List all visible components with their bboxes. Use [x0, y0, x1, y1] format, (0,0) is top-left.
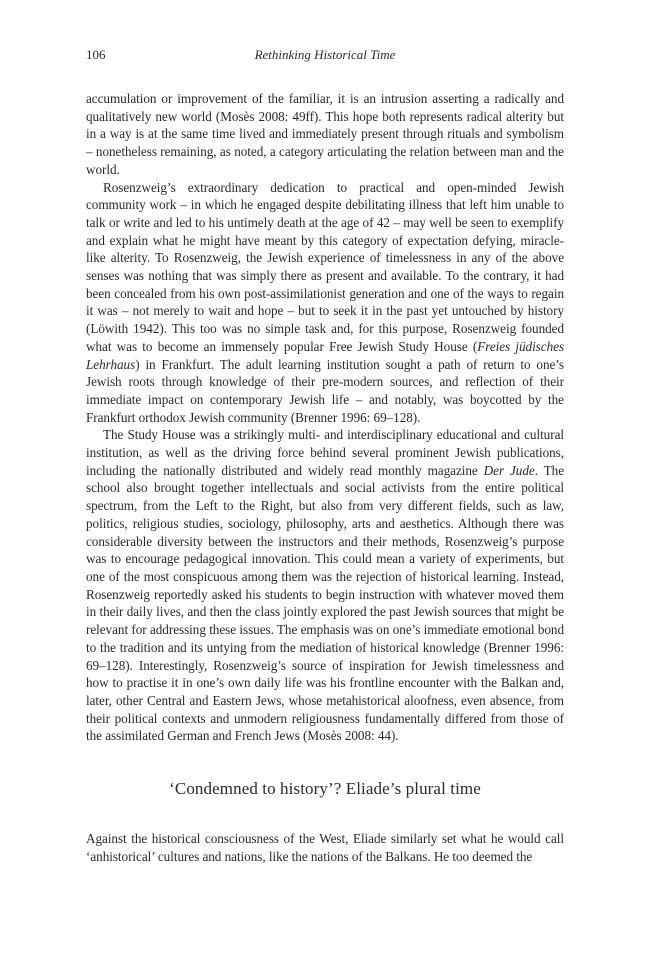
page-number: 106	[86, 47, 106, 62]
paragraph-2-italic-title: Freies jüdisches Lehrhaus	[86, 338, 564, 372]
paragraph-2-text-b: ) in Frankfurt. The adult learning institution sought a path of return to one’s Jewish roots through knowledge of their pre-modern sources, and reflection of their immediate impact on contemporary Jewish life – and notably, was boycotted by the Frankfurt orthodox Jewish community (Brenner 1996: 69–128).	[86, 356, 564, 425]
section-first-paragraph: Against the historical consciousness of the West, Eliade similarly set what he would call ‘anhistorical’ cultures and nations, like the nations of the Balkans. He too deemed the	[86, 831, 564, 864]
paragraph-1: accumulation or improvement of the familiar, it is an intrusion asserting a radically and qualitatively new world (Mosès 2008: 49ff). This hope both represents radical alterity but in a way is at the same time lived and immediately present through rituals and symbolism – nonetheless remaining, as noted, a category articulating the relation between man and the world.	[86, 91, 564, 177]
page-body	[86, 90, 564, 865]
section-heading: ‘Condemned to history’? Eliade’s plural time	[169, 779, 481, 799]
page-header	[86, 47, 564, 65]
paragraph-3-text-a: The Study House was a strikingly multi- and interdisciplinary educational and cultural institution, as well as the driving force behind several prominent Jewish publications, including the nationally distributed and widely read monthly magazine	[86, 427, 564, 478]
paragraph-3-text-b: . The school also brought together intellectuals and social activists from the entire political spectrum, from the Left to the Right, but also from very different fields, such as law, politics, religious studies, sociology, philosophy, arts and aesthetics. Although there was considerable diversity between the instructors and their methods, Rosenzweig’s purpose was to encourage pedagogical innovation. This could mean a variety of experiments, but one of the most conspicuous among them was the rejection of historical learning. Instead, Rosenzweig reportedly asked his students to begin instruction with whatever moved them in their daily lives, and then the class jointly explored the past Jewish sources that might be relevant for addressing these issues. The emphasis was on one’s immediate emotional bond to the tradition and its untying from the mediation of historical knowledge (Brenner 1996: 69–128). Interestingly, Rosenzweig’s source of inspiration for Jewish timelessness and how to practise it in one’s own daily life was his frontline encounter with the Balkan and, later, other Central and Eastern Jews, whose metahistorical aloofness, even absence, from their political contexts and unmodern religiousness fundamentally differed from those of the assimilated German and French Jews (Mosès 2008: 44).	[86, 462, 564, 744]
paragraph-3-italic-title: Der Jude	[483, 462, 535, 478]
paragraph-2-text-a: Rosenzweig’s extraordinary dedication to practical and open-minded Jewish community work – in which he engaged despite debilitating illness that left him unable to talk or write and led to his untimely death at the age of 42 – may well be seen to exemplify and explain what he might have meant by this category of expectation defying, miracle-like alterity. To Rosenzweig, the Jewish experience of timelessness in any of the above senses was nothing that was simply there as present and available. To the contrary, it had been concealed from his own post-assimilationist generation and one of the ways to regain it was – not merely to wait and hope – but to seek it in the past yet untouched by history (Löwith 1942). This too was no simple task and, for this purpose, Rosenzweig founded what was to become an immensely popular Free Jewish Study House (	[86, 179, 564, 354]
running-title: Rethinking Historical Time	[254, 47, 396, 62]
paragraph-2	[86, 179, 564, 427]
paragraph-3	[86, 426, 564, 745]
